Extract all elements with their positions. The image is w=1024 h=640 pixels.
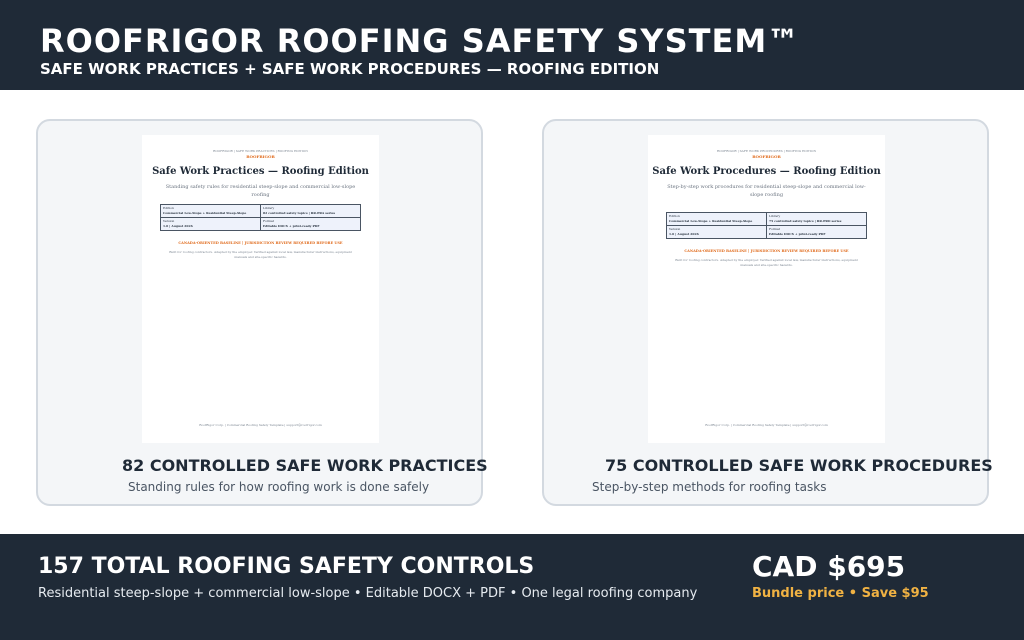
- document-note: Built for roofing contractors. Adapted by the employer. Verified against local law, manufacturer instructions, equipment manuals and site-specific hazards.: [675, 258, 858, 267]
- header-banner: [0, 0, 1024, 90]
- document-warning: CANADA-ORIENTED BASELINE | JURISDICTION REVIEW REQUIRED BEFORE USE: [684, 249, 849, 253]
- page-subtitle: SAFE WORK PRACTICES + SAFE WORK PROCEDURES — ROOFING EDITION: [40, 60, 660, 78]
- table-row: [161, 205, 360, 217]
- cell-value: Commercial Low-Slope + Residential Steep-Slope: [163, 211, 247, 215]
- table-row: [667, 225, 866, 238]
- cell-label: Edition: [669, 214, 680, 218]
- table-cell: [260, 218, 360, 230]
- document-title: Safe Work Practices — Roofing Edition: [152, 166, 369, 177]
- cell-value: 75 controlled safety topics | RR-PRO series: [769, 219, 842, 223]
- cell-value: Editable DOCX + print-ready PDF: [769, 232, 826, 236]
- table-row: [667, 213, 866, 225]
- cell-label: Edition: [163, 206, 174, 210]
- product-card-practices[interactable]: [36, 119, 488, 506]
- document-preview: [142, 135, 379, 443]
- document-preview: [648, 135, 885, 443]
- price-note: Bundle price • Save $95: [752, 586, 929, 601]
- document-warning: CANADA-ORIENTED BASELINE | JURISDICTION REVIEW REQUIRED BEFORE USE: [178, 241, 343, 245]
- document-meta: ROOFRIGOR | SAFE WORK PRACTICES | ROOFING EDITION: [212, 149, 309, 153]
- page-title: ROOFRIGOR ROOFING SAFETY SYSTEM™: [40, 22, 801, 60]
- document-info-table: [666, 212, 867, 239]
- table-cell: [161, 218, 260, 230]
- cell-value: 1.0 | August 2026: [669, 232, 699, 236]
- document-description: Step-by-step work procedures for residential steep-slope and commercial low-slope roofing: [667, 184, 866, 198]
- table-cell: [260, 205, 360, 217]
- cell-label: Version: [669, 227, 681, 231]
- cell-label: Version: [163, 219, 175, 223]
- card-title: 82 CONTROLLED SAFE WORK PRACTICES: [122, 456, 488, 475]
- cell-value: 1.0 | August 2026: [163, 224, 193, 228]
- cell-value: Commercial Low-Slope + Residential Steep-Slope: [669, 219, 753, 223]
- document-meta: ROOFRIGOR | SAFE WORK PROCEDURES | ROOFING EDITION: [716, 149, 817, 153]
- document-note: Built for roofing contractors. Adapted by the employer. Verified against local law, manufacturer instructions, equipment manuals and site-specific hazards.: [169, 250, 352, 259]
- table-cell: [161, 205, 260, 217]
- cell-label: Format: [769, 227, 780, 231]
- card-description: Step-by-step methods for roofing tasks: [592, 480, 827, 494]
- table-cell: [766, 213, 866, 225]
- product-card-procedures[interactable]: [542, 119, 993, 506]
- table-cell: [667, 226, 766, 238]
- document-description: Standing safety rules for residential steep-slope and commercial low-slope roofing: [165, 184, 356, 198]
- bundle-details: Residential steep-slope + commercial low-slope • Editable DOCX + PDF • One legal roofing company: [38, 586, 698, 601]
- card-description: Standing rules for how roofing work is done safely: [128, 480, 430, 494]
- cell-label: Format: [263, 219, 274, 223]
- cell-value: Editable DOCX + print-ready PDF: [263, 224, 320, 228]
- document-footer: RoofRigor Corp. | Commercial Roofing Safety Template | support@roofrigor.com: [705, 423, 828, 427]
- document-footer: RoofRigor Corp. | Commercial Roofing Safety Template | support@roofrigor.com: [199, 423, 322, 427]
- document-brand: ROOFRIGOR: [752, 154, 781, 159]
- table-cell: [766, 226, 866, 238]
- table-row: [161, 217, 360, 230]
- footer-banner: [0, 534, 1024, 640]
- cell-value: 82 controlled safety topics | RR-PRA series: [263, 211, 336, 215]
- cell-label: Library: [769, 214, 781, 218]
- total-controls-heading: 157 TOTAL ROOFING SAFETY CONTROLS: [38, 554, 535, 579]
- document-info-table: [160, 204, 361, 231]
- document-title: Safe Work Procedures — Roofing Edition: [652, 166, 881, 177]
- price-label: CAD $695: [752, 550, 906, 583]
- table-cell: [667, 213, 766, 225]
- card-title: 75 CONTROLLED SAFE WORK PROCEDURES: [605, 456, 993, 475]
- document-brand: ROOFRIGOR: [246, 154, 275, 159]
- cell-label: Library: [263, 206, 275, 210]
